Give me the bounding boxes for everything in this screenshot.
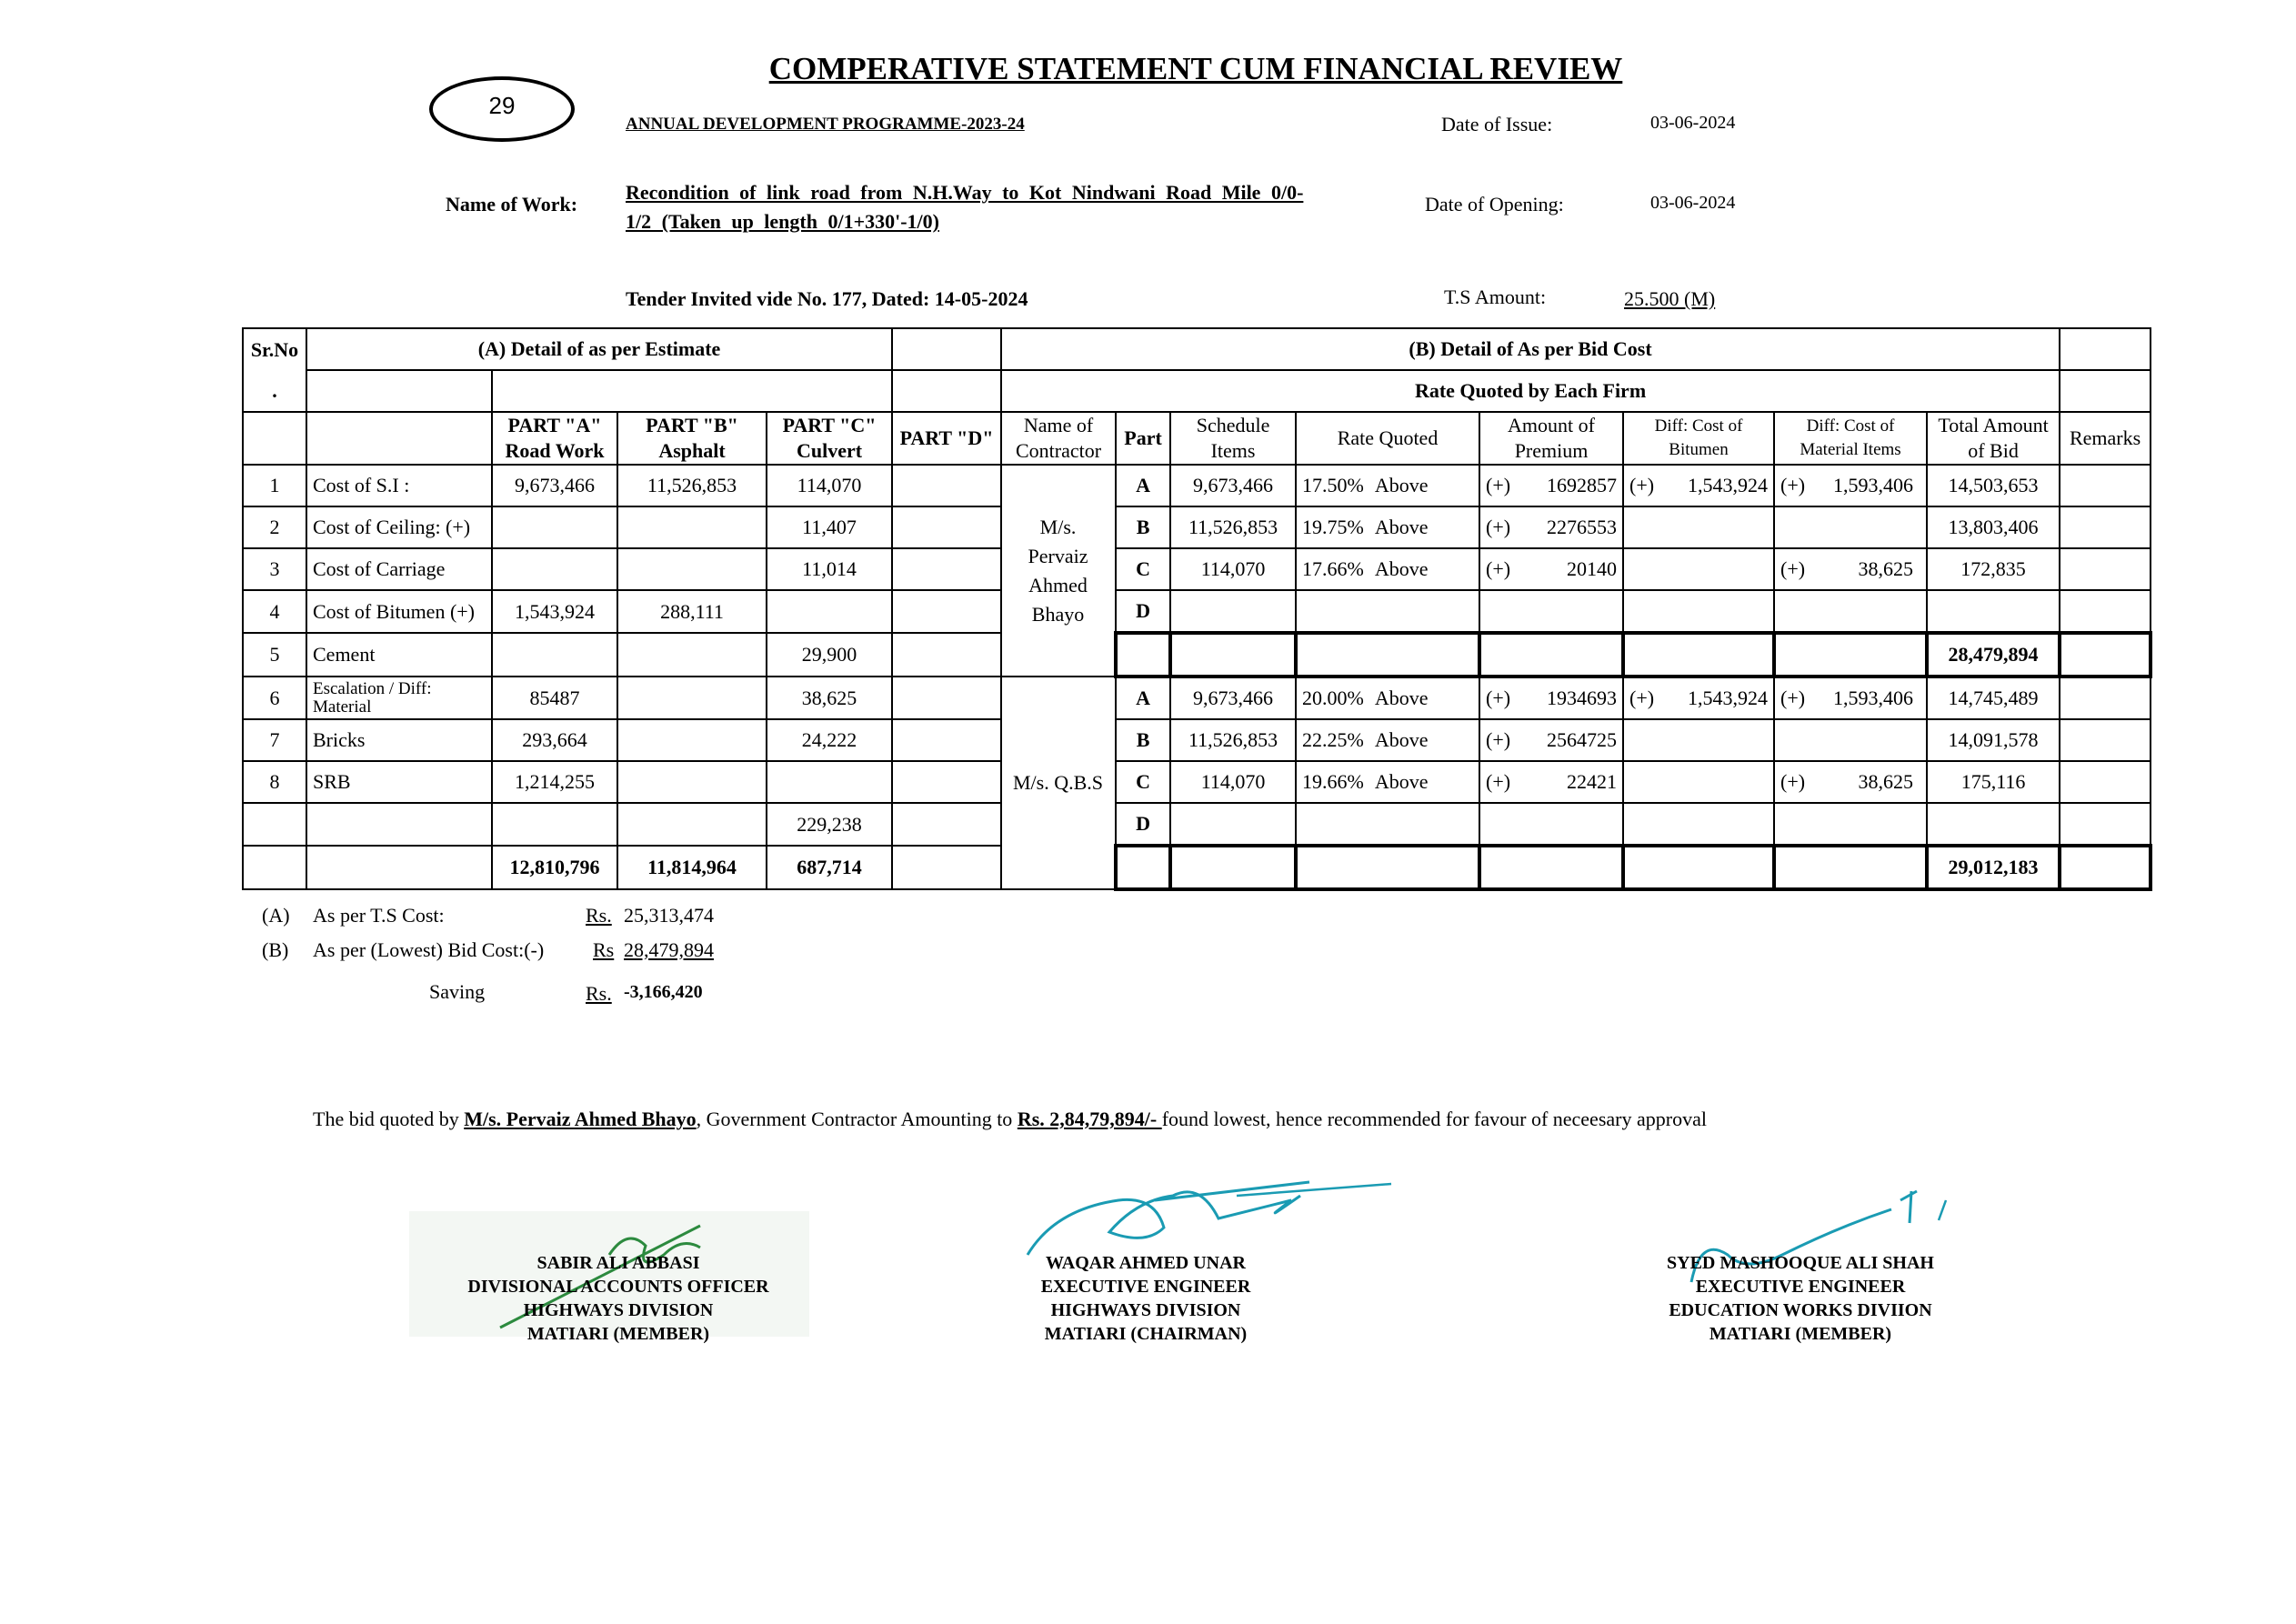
premium-cell: [1479, 465, 1623, 506]
col-part: Part: [1116, 412, 1170, 465]
page-title: COMPERATIVE STATEMENT CUM FINANCIAL REVIEW: [768, 51, 1623, 86]
summary-b-text: As per (Lowest) Bid Cost:(-): [313, 938, 545, 961]
summary-a-value: 25,313,474: [624, 904, 714, 927]
bitumen-value: 1,543,924: [1688, 474, 1769, 496]
part-c-cell: 38,625: [767, 677, 892, 719]
premium-cell: [1479, 548, 1623, 590]
summary-b-rs: Rs: [593, 938, 615, 961]
table-row: [243, 677, 2151, 719]
total-row-empty-cell: [1116, 633, 1170, 677]
col-material: Diff: Cost of Material Items: [1774, 412, 1927, 465]
item-cell: [306, 846, 492, 889]
sr-cell: 1: [243, 465, 306, 506]
schedule-cell: 114,070: [1170, 761, 1296, 803]
part-a-cell: 85487: [492, 677, 617, 719]
part-b-cell: [617, 633, 767, 677]
premium-value: 22421: [1567, 770, 1618, 793]
sr-cell: 6: [243, 677, 306, 719]
date-opening-label: Date of Opening:: [1425, 193, 1564, 216]
part-b-cell: [617, 548, 767, 590]
total-row-empty-cell: [1170, 633, 1296, 677]
premium-value: 2276553: [1547, 516, 1618, 538]
item-cell: Cost of S.I :: [306, 465, 492, 506]
signatory-3: [1600, 1251, 2000, 1346]
part-d-cell: [892, 548, 1001, 590]
bitumen-cell: [1623, 677, 1774, 719]
total-cell: 172,835: [1927, 548, 2060, 590]
signatory-2-dept: HIGHWAYS DIVISION: [1050, 1300, 1241, 1320]
summary-b-label: (B): [262, 938, 289, 961]
total-cell: [1927, 590, 2060, 633]
saving-value: -3,166,420: [624, 982, 703, 1002]
part-a-cell: 9,673,466: [492, 465, 617, 506]
part-d-cell: [892, 719, 1001, 761]
remarks-cell: [2060, 548, 2151, 590]
saving-rs: Rs.: [586, 982, 612, 1005]
part-a-cell: 293,664: [492, 719, 617, 761]
material-value: 1,593,406: [1833, 474, 1914, 496]
total-row-empty-cell: [1774, 846, 1927, 889]
item-cell: SRB: [306, 761, 492, 803]
rate-direction: Above: [1374, 516, 1429, 538]
recommendation-text: [313, 1108, 1707, 1131]
rate-direction: Above: [1374, 474, 1429, 496]
signatory-3-title: EXECUTIVE ENGINEER: [1695, 1277, 1906, 1297]
srno-dot: .: [243, 370, 306, 412]
premium-cell: [1479, 506, 1623, 548]
part-letter: A: [1116, 465, 1170, 506]
rate-cell: [1296, 548, 1479, 590]
col-rate: Rate Quoted: [1296, 412, 1479, 465]
remarks-cell: [2060, 719, 2151, 761]
material-cell: [1774, 465, 1927, 506]
rate-direction: Above: [1374, 687, 1429, 709]
schedule-cell: 9,673,466: [1170, 677, 1296, 719]
bitumen-cell: [1623, 465, 1774, 506]
part-c-cell: [767, 761, 892, 803]
section-b-header: (B) Detail of As per Bid Cost: [1001, 328, 2060, 370]
item-cell: Cost of Ceiling: (+): [306, 506, 492, 548]
table-row: [243, 633, 2151, 677]
schedule-cell: [1170, 803, 1296, 846]
premium-cell: [1479, 803, 1623, 846]
total-row-empty-cell: [1623, 846, 1774, 889]
table-row: [243, 719, 2151, 761]
rec-post: found lowest, hence recommended for favour of neceesary approval: [1161, 1108, 1707, 1130]
part-c-cell: 229,238: [767, 803, 892, 846]
material-sign: (+): [1780, 770, 1806, 793]
part-b-cell: 11,814,964: [617, 846, 767, 889]
part-c-cell: 11,014: [767, 548, 892, 590]
sr-cell: 5: [243, 633, 306, 677]
material-cell: [1774, 590, 1927, 633]
sr-cell: 7: [243, 719, 306, 761]
col-premium: Amount of Premium: [1479, 412, 1623, 465]
material-value: 38,625: [1858, 770, 1914, 793]
total-row-empty-cell: [1296, 846, 1479, 889]
part-a-cell: 1,214,255: [492, 761, 617, 803]
bitumen-cell: [1623, 761, 1774, 803]
part-d-cell: [892, 506, 1001, 548]
comparative-table: [242, 327, 2152, 891]
material-cell: [1774, 803, 1927, 846]
signatory-3-role: MATIARI (MEMBER): [1709, 1324, 1892, 1344]
rate-cell: [1296, 719, 1479, 761]
section-a-header: (A) Detail of as per Estimate: [306, 328, 892, 370]
col-part-d: PART "D": [892, 412, 1001, 465]
rate-cell: [1296, 465, 1479, 506]
remarks-cell: [2060, 506, 2151, 548]
bitumen-cell: [1623, 590, 1774, 633]
bitumen-cell: [1623, 506, 1774, 548]
material-cell: [1774, 506, 1927, 548]
part-letter: B: [1116, 719, 1170, 761]
col-bitumen: Diff: Cost of Bitumen: [1623, 412, 1774, 465]
table-row: [243, 506, 2151, 548]
part-b-cell: [617, 506, 767, 548]
total-cell: 14,503,653: [1927, 465, 2060, 506]
date-issue-value: 03-06-2024: [1650, 113, 1736, 133]
signatory-1-role: MATIARI (MEMBER): [526, 1324, 710, 1344]
remarks-cell: [2060, 803, 2151, 846]
schedule-cell: 11,526,853: [1170, 506, 1296, 548]
summary-a-text: As per T.S Cost:: [313, 904, 445, 927]
item-cell: Bricks: [306, 719, 492, 761]
part-c-cell: 29,900: [767, 633, 892, 677]
date-opening-value: 03-06-2024: [1650, 193, 1736, 213]
rate-percent: 20.00%: [1302, 687, 1364, 709]
part-d-cell: [892, 677, 1001, 719]
material-value: 38,625: [1858, 557, 1914, 580]
rate-cell: [1296, 803, 1479, 846]
signatory-3-dept: EDUCATION WORKS DIVIION: [1669, 1300, 1932, 1320]
premium-value: 1692857: [1547, 474, 1618, 496]
bitumen-sign: (+): [1629, 687, 1655, 709]
part-b-cell: 288,111: [617, 590, 767, 633]
material-sign: (+): [1780, 474, 1806, 496]
schedule-cell: 114,070: [1170, 548, 1296, 590]
sr-cell: [243, 803, 306, 846]
total-cell: 14,091,578: [1927, 719, 2060, 761]
rate-percent: 22.25%: [1302, 728, 1364, 751]
premium-sign: (+): [1486, 557, 1511, 580]
premium-sign: (+): [1486, 516, 1511, 538]
sr-cell: 2: [243, 506, 306, 548]
rate-direction: Above: [1374, 728, 1429, 751]
table-row: [243, 465, 2151, 506]
material-cell: [1774, 677, 1927, 719]
rate-cell: [1296, 590, 1479, 633]
date-issue-label: Date of Issue:: [1441, 113, 1553, 135]
part-letter: C: [1116, 761, 1170, 803]
name-of-work-value: Recondition of link road from N.H.Way to Kot Nindwani Road Mile 0/0-1/2 (Taken up length 0/1+330'-1/0): [626, 181, 1304, 233]
rate-cell: [1296, 761, 1479, 803]
schedule-cell: 11,526,853: [1170, 719, 1296, 761]
total-row-empty-cell: [1774, 633, 1927, 677]
col-total: Total Amount of Bid: [1927, 412, 2060, 465]
signatory-1-dept: HIGHWAYS DIVISION: [523, 1300, 714, 1320]
part-c-cell: 687,714: [767, 846, 892, 889]
remarks-cell: [2060, 761, 2151, 803]
part-letter: A: [1116, 677, 1170, 719]
item-cell: Cost of Bitumen (+): [306, 590, 492, 633]
rate-direction: Above: [1374, 770, 1429, 793]
part-d-cell: [892, 803, 1001, 846]
table-row: [243, 761, 2151, 803]
remarks-cell: [2060, 465, 2151, 506]
material-sign: (+): [1780, 687, 1806, 709]
sr-cell: [243, 846, 306, 889]
premium-cell: [1479, 677, 1623, 719]
rate-percent: 17.50%: [1302, 474, 1364, 496]
rec-pre: The bid quoted by: [313, 1108, 465, 1130]
bitumen-cell: [1623, 548, 1774, 590]
remarks-cell: [2060, 677, 2151, 719]
part-c-cell: 11,407: [767, 506, 892, 548]
part-c-cell: [767, 590, 892, 633]
total-row-empty-cell: [1479, 633, 1623, 677]
premium-value: 20140: [1567, 557, 1618, 580]
item-cell: [306, 803, 492, 846]
bitumen-cell: [1623, 719, 1774, 761]
part-a-cell: [492, 633, 617, 677]
rec-mid: , Government Contractor Amounting to: [696, 1108, 1018, 1130]
remarks-cell: [2060, 633, 2151, 677]
rate-quoted-header: Rate Quoted by Each Firm: [1001, 370, 2060, 412]
total-row-empty-cell: [1479, 846, 1623, 889]
material-cell: [1774, 548, 1927, 590]
premium-value: 1934693: [1547, 687, 1618, 709]
part-a-cell: [492, 803, 617, 846]
item-cell: Cost of Carriage: [306, 548, 492, 590]
total-cell: 175,116: [1927, 761, 2060, 803]
signatory-3-name: SYED MASHOOQUE ALI SHAH: [1667, 1253, 1934, 1273]
part-letter: D: [1116, 803, 1170, 846]
part-a-cell: [492, 506, 617, 548]
rec-amount: Rs. 2,84,79,894/-: [1017, 1108, 1162, 1130]
total-row-empty-cell: [1296, 633, 1479, 677]
ts-amount-label: T.S Amount:: [1444, 286, 1547, 308]
bitumen-value: 1,543,924: [1688, 687, 1769, 709]
remarks-cell: [2060, 590, 2151, 633]
page-number-oval: 29: [429, 76, 575, 142]
col-part-c: PART "C" Culvert: [767, 412, 892, 465]
signatory-1-title: DIVISIONAL ACCOUNTS OFFICER: [467, 1277, 769, 1297]
part-b-cell: [617, 761, 767, 803]
summary-a-rs: Rs.: [586, 904, 612, 927]
summary-b-value: 28,479,894: [624, 938, 714, 961]
part-b-cell: [617, 803, 767, 846]
total-row-empty-cell: [1116, 846, 1170, 889]
part-d-cell: [892, 633, 1001, 677]
premium-sign: (+): [1486, 474, 1511, 496]
part-b-cell: [617, 677, 767, 719]
part-d-cell: [892, 846, 1001, 889]
total-row-empty-cell: [1170, 846, 1296, 889]
item-cell: Escalation / Diff: Material: [306, 677, 492, 719]
premium-cell: [1479, 590, 1623, 633]
col-part-a: PART "A" Road Work: [492, 412, 617, 465]
signatory-2-role: MATIARI (CHAIRMAN): [1044, 1324, 1248, 1344]
total-cell: 13,803,406: [1927, 506, 2060, 548]
rec-firm: M/s. Pervaiz Ahmed Bhayo: [464, 1108, 697, 1130]
signatory-2-name: WAQAR AHMED UNAR: [1046, 1253, 1246, 1273]
programme-label: ANNUAL DEVELOPMENT PROGRAMME-2023-24: [626, 115, 1025, 134]
part-letter: D: [1116, 590, 1170, 633]
part-letter: C: [1116, 548, 1170, 590]
table-row: [243, 803, 2151, 846]
part-a-cell: 1,543,924: [492, 590, 617, 633]
material-value: 1,593,406: [1833, 687, 1914, 709]
rate-percent: 17.66%: [1302, 557, 1364, 580]
contractor-name: M/s. Pervaiz Ahmed Bhayo: [1001, 465, 1116, 677]
signatory-2: [964, 1251, 1328, 1346]
sr-cell: 4: [243, 590, 306, 633]
part-d-cell: [892, 590, 1001, 633]
material-cell: [1774, 761, 1927, 803]
contractor-name: M/s. Q.B.S: [1001, 677, 1116, 889]
ts-amount-value: 25.500 (M): [1624, 287, 1716, 310]
part-d-cell: [892, 761, 1001, 803]
grand-total-cell: 29,012,183: [1927, 846, 2060, 889]
rate-direction: Above: [1374, 557, 1429, 580]
summary-a-label: (A): [262, 904, 290, 927]
saving-label: Saving: [429, 980, 486, 1003]
table-row: [243, 548, 2151, 590]
item-cell: Cement: [306, 633, 492, 677]
part-a-cell: [492, 548, 617, 590]
part-d-cell: [892, 465, 1001, 506]
signatory-2-title: EXECUTIVE ENGINEER: [1040, 1277, 1251, 1297]
total-row-empty-cell: [1623, 633, 1774, 677]
part-c-cell: 114,070: [767, 465, 892, 506]
part-a-cell: 12,810,796: [492, 846, 617, 889]
material-sign: (+): [1780, 557, 1806, 580]
col-remarks: Remarks: [2060, 412, 2151, 465]
name-of-work-label: Name of Work:: [446, 193, 578, 216]
col-schedule: Schedule Items: [1170, 412, 1296, 465]
srno-header: Sr.No: [243, 328, 306, 370]
table-row: [243, 590, 2151, 633]
rate-percent: 19.75%: [1302, 516, 1364, 538]
rate-cell: [1296, 677, 1479, 719]
grand-total-cell: 28,479,894: [1927, 633, 2060, 677]
material-cell: [1774, 719, 1927, 761]
part-c-cell: 24,222: [767, 719, 892, 761]
col-contractor: Name of Contractor: [1001, 412, 1116, 465]
bitumen-cell: [1623, 803, 1774, 846]
sr-cell: 8: [243, 761, 306, 803]
premium-value: 2564725: [1547, 728, 1618, 751]
sr-cell: 3: [243, 548, 306, 590]
rate-percent: 19.66%: [1302, 770, 1364, 793]
remarks-cell: [2060, 846, 2151, 889]
part-b-cell: 11,526,853: [617, 465, 767, 506]
premium-sign: (+): [1486, 728, 1511, 751]
premium-cell: [1479, 719, 1623, 761]
signature-chairman: [1018, 1146, 1400, 1264]
premium-sign: (+): [1486, 770, 1511, 793]
schedule-cell: 9,673,466: [1170, 465, 1296, 506]
signatory-1: [418, 1251, 818, 1346]
part-b-cell: [617, 719, 767, 761]
rate-cell: [1296, 506, 1479, 548]
bitumen-sign: (+): [1629, 474, 1655, 496]
premium-cell: [1479, 761, 1623, 803]
table-row: [243, 846, 2151, 889]
total-cell: 14,745,489: [1927, 677, 2060, 719]
signatory-1-name: SABIR ALI ABBASI: [536, 1253, 700, 1273]
col-part-b: PART "B" Asphalt: [617, 412, 767, 465]
total-cell: [1927, 803, 2060, 846]
premium-sign: (+): [1486, 687, 1511, 709]
schedule-cell: [1170, 590, 1296, 633]
tender-info: Tender Invited vide No. 177, Dated: 14-05-2024: [626, 287, 1028, 310]
part-letter: B: [1116, 506, 1170, 548]
